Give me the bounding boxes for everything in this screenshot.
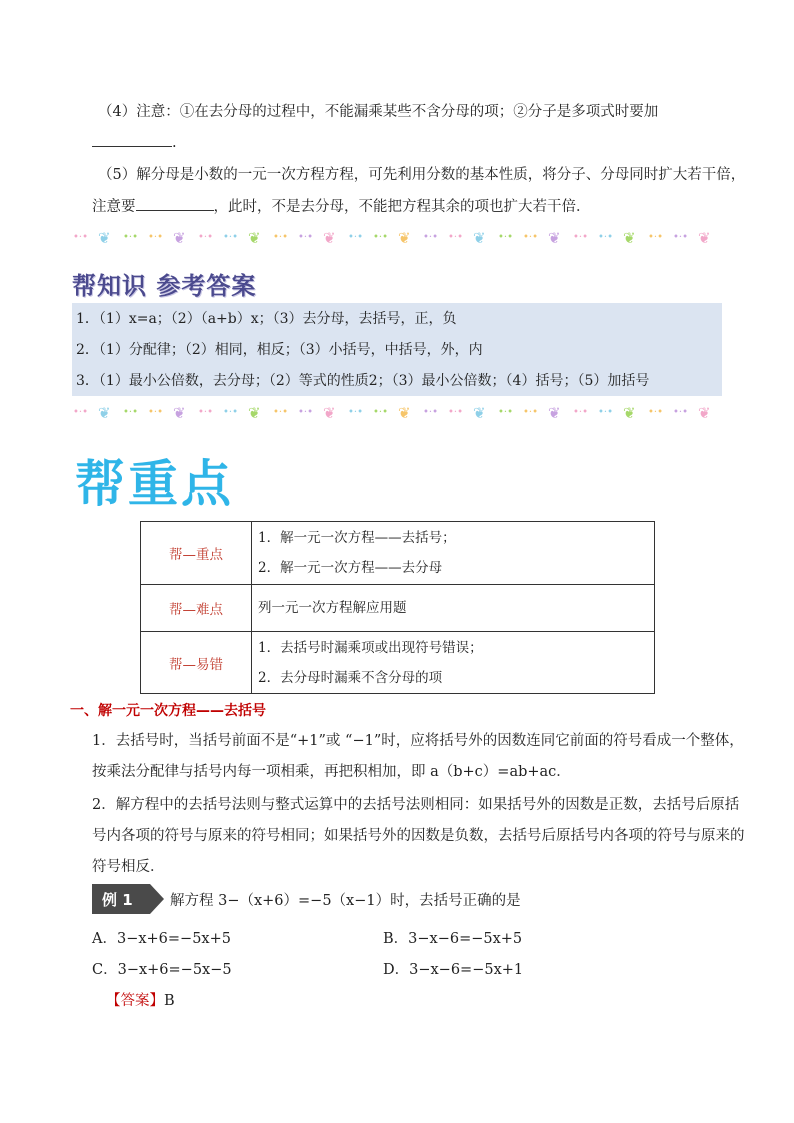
dot-ornament-icon: •·• [448, 232, 463, 243]
example-question: 解方程 3−（x+6）=−5（x−1）时，去括号正确的是 [170, 893, 521, 909]
section-para: 符号相反． [92, 859, 165, 875]
row-label-difficulty: 帮—难点 [141, 585, 252, 632]
section-para: 1．去括号时，当括号前面不是“+1”或 “−1”时，应将括号外的因数连同它前面的符号看成一个整体， [92, 733, 744, 749]
dot-ornament-icon: •·• [148, 407, 163, 418]
knowledge-answers-title: 帮知识 参考答案 [72, 272, 257, 300]
dot-ornament-icon: •·• [123, 232, 138, 243]
option-c[interactable]: C．3−x+6=−5x−5 [92, 962, 232, 978]
section-para: 2．解方程中的去括号法则与整式运算中的去括号法则相同：如果括号外的因数是正数，去括号后原括 [92, 797, 740, 813]
dot-ornament-icon: •·• [73, 407, 88, 418]
dot-ornament-icon: •·• [273, 407, 288, 418]
option-d[interactable]: D．3−x−6=−5x+1 [383, 962, 524, 978]
focus-table [140, 521, 655, 694]
dot-ornament-icon: •·• [498, 232, 513, 243]
dot-ornament-icon: •·• [373, 407, 388, 418]
butterfly-ornament-icon: ❦ [173, 229, 186, 247]
dot-ornament-icon: •·• [373, 232, 388, 243]
dot-ornament-icon: •·• [673, 407, 688, 418]
dot-ornament-icon: •·• [573, 407, 588, 418]
dot-ornament-icon: •·• [673, 232, 688, 243]
butterfly-ornament-icon: ❦ [548, 229, 561, 247]
butterfly-ornament-icon: ❦ [698, 229, 711, 247]
section-para: 按乘法分配律与括号内每一项相乘，再把积相加，即 a（b+c）=ab+ac． [92, 764, 571, 780]
section-heading: 一、解一元一次方程——去括号 [70, 703, 266, 719]
dot-ornament-icon: •·• [198, 232, 213, 243]
butterfly-ornament-icon: ❦ [248, 229, 261, 247]
butterfly-ornament-icon: ❦ [473, 229, 486, 247]
dot-ornament-icon: •·• [423, 232, 438, 243]
butterfly-ornament-icon: ❦ [323, 404, 336, 422]
dot-ornament-icon: •·• [498, 407, 513, 418]
option-b[interactable]: B．3−x−6=−5x+5 [383, 931, 523, 947]
butterfly-ornament-icon: ❦ [398, 229, 411, 247]
answer-line: 1．（1）x=a；（2）（a+b）x；（3）去分母，去括号，正，负 [76, 311, 457, 327]
decorative-border-top [73, 228, 723, 248]
dot-ornament-icon: •·• [648, 407, 663, 418]
note-para-4-line2: . [92, 132, 177, 153]
dot-ornament-icon: •·• [298, 232, 313, 243]
butterfly-ornament-icon: ❦ [98, 229, 111, 247]
dot-ornament-icon: •·• [423, 407, 438, 418]
option-a[interactable]: A．3−x+6=−5x+5 [92, 931, 231, 947]
row-label-common-mistake: 帮—易错 [141, 632, 252, 694]
dot-ornament-icon: •·• [573, 232, 588, 243]
section-para: 号内各项的符号与原来的符号相同；如果括号外的因数是负数，去括号后原括号内各项的符号与原来的 [92, 828, 745, 844]
note-para-5: （5）解分母是小数的一元一次方程方程，可先利用分数的基本性质，将分子、分母同时扩大若干倍， [98, 167, 746, 183]
butterfly-ornament-icon: ❦ [323, 229, 336, 247]
row-label-key-point: 帮—重点 [141, 522, 252, 585]
focus-title: 帮重点 [75, 455, 234, 513]
butterfly-ornament-icon: ❦ [173, 404, 186, 422]
dot-ornament-icon: •·• [223, 407, 238, 418]
example-badge: 例 1 [92, 884, 164, 914]
note-para-5-line2: 注意要 ，此时，不是去分母，不能把方程其余的项也扩大若干倍． [92, 196, 591, 217]
dot-ornament-icon: •·• [73, 232, 88, 243]
fill-blank[interactable] [92, 132, 172, 147]
answer-line: 3．（1）最小公倍数，去分母；（2）等式的性质2；（3）最小公倍数；（4）括号；（5）加括号 [76, 373, 650, 389]
table-row: 帮—难点 列一元一次方程解应用题 [141, 585, 655, 632]
answers-panel [72, 303, 722, 396]
dot-ornament-icon: •·• [448, 407, 463, 418]
dot-ornament-icon: •·• [523, 407, 538, 418]
dot-ornament-icon: •·• [348, 232, 363, 243]
dot-ornament-icon: •·• [598, 407, 613, 418]
dot-ornament-icon: •·• [298, 407, 313, 418]
butterfly-ornament-icon: ❦ [473, 404, 486, 422]
butterfly-ornament-icon: ❦ [98, 404, 111, 422]
butterfly-ornament-icon: ❦ [623, 404, 636, 422]
butterfly-ornament-icon: ❦ [248, 404, 261, 422]
dot-ornament-icon: •·• [273, 232, 288, 243]
answer-line: 2．（1）分配律；（2）相同，相反；（3）小括号，中括号，外，内 [76, 342, 483, 358]
table-row: 帮—易错 1．去括号时漏乘项或出现符号错误； 2．去分母时漏乘不含分母的项 [141, 632, 655, 694]
butterfly-ornament-icon: ❦ [398, 404, 411, 422]
butterfly-ornament-icon: ❦ [623, 229, 636, 247]
butterfly-ornament-icon: ❦ [548, 404, 561, 422]
answer-line: 【答案】B [106, 993, 175, 1009]
fill-blank[interactable] [136, 196, 214, 211]
dot-ornament-icon: •·• [198, 407, 213, 418]
dot-ornament-icon: •·• [648, 232, 663, 243]
dot-ornament-icon: •·• [148, 232, 163, 243]
decorative-border-bottom [73, 403, 723, 423]
table-row: 帮—重点 1．解一元一次方程——去括号； 2．解一元一次方程——去分母 [141, 522, 655, 585]
note-para-4: （4）注意：①在去分母的过程中，不能漏乘某些不含分母的项；②分子是多项式时要加 [98, 104, 659, 120]
butterfly-ornament-icon: ❦ [698, 404, 711, 422]
dot-ornament-icon: •·• [223, 232, 238, 243]
dot-ornament-icon: •·• [123, 407, 138, 418]
dot-ornament-icon: •·• [598, 232, 613, 243]
dot-ornament-icon: •·• [348, 407, 363, 418]
dot-ornament-icon: •·• [523, 232, 538, 243]
